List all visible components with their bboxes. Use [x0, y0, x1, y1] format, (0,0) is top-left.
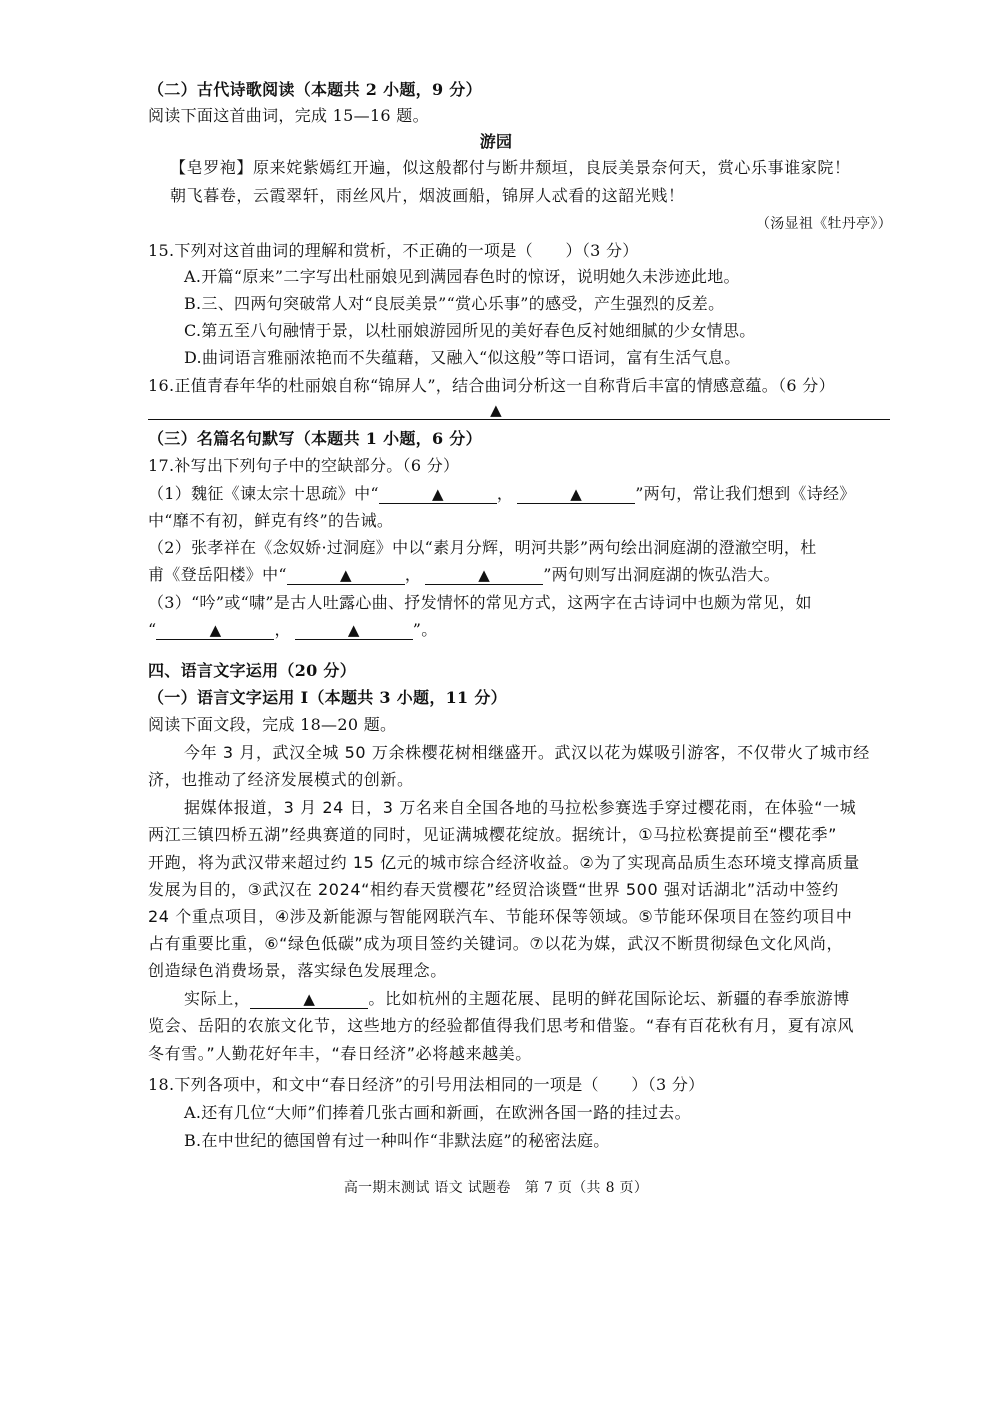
passage-p2-line-3: 开跑，将为武汉带来超过约 15 亿元的城市综合经济收益。②为了实现高品质生态环境支撑高质量	[148, 853, 860, 872]
q17-p1-text-c: ”两句，常让我们想到《诗经》	[635, 484, 856, 503]
q15-option-b: B.三、四两句突破常人对“良辰美景”“赏心乐事”的感受，产生强烈的反差。	[184, 294, 725, 313]
passage-p3-text-b: 。比如杭州的主题花展、昆明的鲜花国际论坛、新疆的春季旅游博	[368, 989, 850, 1008]
q18-stem: 18.下列各项中，和文中“春日经济”的引号用法相同的一项是（ ）（3 分）	[148, 1075, 705, 1094]
q17-p2-text-d: ”两句则写出洞庭湖的恢弘浩大。	[543, 565, 780, 584]
poem-line-1: 【皂罗袍】原来姹紫嫣红开遍，似这般都付与断井颓垣，良辰美景奈何天，赏心乐事谁家院！	[170, 158, 851, 177]
blank-marker: ▲	[478, 566, 491, 584]
recitation-section-header: （三）名篇名句默写（本题共 1 小题，6 分）	[148, 429, 482, 448]
passage-p3-text-a: 实际上，	[184, 989, 251, 1008]
q17-p1-blank-1[interactable]	[379, 485, 497, 504]
poetry-section-header: （二）古代诗歌阅读（本题共 2 小题，9 分）	[148, 80, 482, 99]
page-footer: 高一期末测试 语文 试题卷 第 7 页（共 8 页）	[343, 1180, 649, 1196]
q15-option-d: D.曲词语言雅丽浓艳而不失蕴藉，又融入“似这般”等口语词，富有生活气息。	[184, 348, 741, 367]
blank-marker: ▲	[303, 990, 316, 1008]
q17-part-1-line-1	[148, 484, 856, 504]
poem-line-2: 朝飞暮卷，云霞翠轩，雨丝风片，烟波画船，锦屏人忒看的这韶光贱！	[170, 186, 685, 205]
q16-answer-line	[148, 419, 890, 420]
q17-p1-blank-2[interactable]	[517, 485, 635, 504]
passage-instructions: 阅读下面文段，完成 18—20 题。	[148, 715, 397, 734]
q17-part-3-line-1: （3）“吟”或“啸”是古人吐露心曲、抒发情怀的常见方式，这两字在古诗词中也颇为常见，如	[148, 593, 812, 612]
q17-part-1-line-2: 中“靡不有初，鲜克有终”的告诫。	[148, 511, 394, 530]
q15-stem: 15.下列对这首曲词的理解和赏析，不正确的一项是（ ）（3 分）	[148, 241, 639, 260]
blank-marker: ▲	[339, 566, 352, 584]
blank-marker: ▲	[570, 485, 583, 503]
part-4-header: 四、语言文字运用（20 分）	[148, 661, 357, 680]
q16-stem: 16.正值青春年华的杜丽娘自称“锦屏人”，结合曲词分析这一自称背后丰富的情感意蕴。（6 分）	[148, 376, 835, 395]
q17-p3-blank-2[interactable]	[295, 621, 413, 640]
passage-p2-line-1: 据媒体报道，3 月 24 日，3 万名来自全国各地的马拉松参赛选手穿过樱花雨，在体验“一城	[184, 798, 857, 817]
passage-p2-line-4: 发展为目的，③武汉在 2024“相约春天赏樱花”经贸洽谈暨“世界 500 强对话湖北”活动中签约	[148, 880, 839, 899]
language-use-1-header: （一）语言文字运用 Ⅰ（本题共 3 小题，11 分）	[148, 688, 507, 707]
q17-p3-text-b: “	[148, 620, 157, 639]
passage-p3-line-2: 览会、岳阳的农旅文化节，这些地方的经验都值得我们思考和借鉴。“春有百花秋有月，夏有凉风	[148, 1016, 855, 1035]
q17-stem: 17.补写出下列句子中的空缺部分。（6 分）	[148, 456, 460, 475]
passage-p1-line-2: 济，也推动了经济发展模式的创新。	[148, 770, 414, 789]
poetry-instructions: 阅读下面这首曲词，完成 15—16 题。	[148, 106, 429, 125]
q15-option-a: A.开篇“原来”二字写出杜丽娘见到满园春色时的惊讶，说明她久未涉迹此地。	[184, 267, 740, 286]
blank-marker: ▲	[431, 485, 444, 503]
passage-p1-line-1: 今年 3 月，武汉全城 50 万余株樱花树相继盛开。武汉以花为媒吸引游客，不仅带火了城市经	[184, 743, 870, 762]
q17-p2-blank-1[interactable]	[287, 566, 405, 585]
poem-title: 游园	[479, 132, 513, 151]
passage-p2-line-5: 24 个重点项目，④涉及新能源与智能网联汽车、节能环保等领域。⑤节能环保项目在签约项目中	[148, 907, 853, 926]
passage-p3-line-3: 冬有雪。”人勤花好年丰，“春日经济”必将越来越美。	[148, 1044, 532, 1063]
q17-p1-text-a: （1）魏征《谏太宗十思疏》中“	[148, 484, 379, 503]
q17-p2-text-c: ，	[404, 565, 422, 584]
q16-answer-marker: ▲	[490, 401, 502, 419]
q17-part-2-line-1: （2）张孝祥在《念奴娇·过洞庭》中以“素月分辉，明河共影”两句绘出洞庭湖的澄澈空明，杜	[148, 538, 817, 557]
q17-p3-text-d: ”。	[412, 620, 438, 639]
q15-option-c: C.第五至八句融情于景，以杜丽娘游园所见的美好春色反衬她细腻的少女情思。	[184, 321, 756, 340]
q17-p3-blank-1[interactable]	[156, 621, 274, 640]
passage-p2-line-7: 创造绿色消费场景，落实绿色发展理念。	[148, 961, 447, 980]
passage-p2-line-6: 占有重要比重，⑥“绿色低碳”成为项目签约关键词。⑦以花为媒，武汉不断贯彻绿色文化风尚，	[148, 934, 844, 953]
q17-p3-text-c: ，	[274, 620, 291, 639]
passage-p3-line-1	[184, 989, 850, 1009]
q17-p1-text-b: ，	[496, 484, 514, 503]
q17-p2-text-b: 甫《登岳阳楼》中“	[148, 565, 287, 584]
q17-p2-blank-2[interactable]	[425, 566, 543, 585]
q18-option-a: A.还有几位“大师”们捧着几张古画和新画，在欧洲各国一路的挂过去。	[184, 1103, 691, 1122]
passage-p2-line-2: 两江三镇四桥五湖”经典赛道的同时，见证满城樱花绽放。据统计，①马拉松赛提前至“樱花季”	[148, 825, 838, 844]
q17-part-3-line-2	[148, 620, 438, 640]
blank-marker: ▲	[209, 621, 222, 639]
q17-part-2-line-2	[148, 565, 780, 585]
blank-marker: ▲	[347, 621, 360, 639]
poem-source: （汤显祖《牡丹亭》）	[756, 216, 892, 232]
q18-option-b: B.在中世纪的德国曾有过一种叫作“非默法庭”的秘密法庭。	[184, 1131, 610, 1150]
passage-blank[interactable]	[250, 990, 368, 1009]
